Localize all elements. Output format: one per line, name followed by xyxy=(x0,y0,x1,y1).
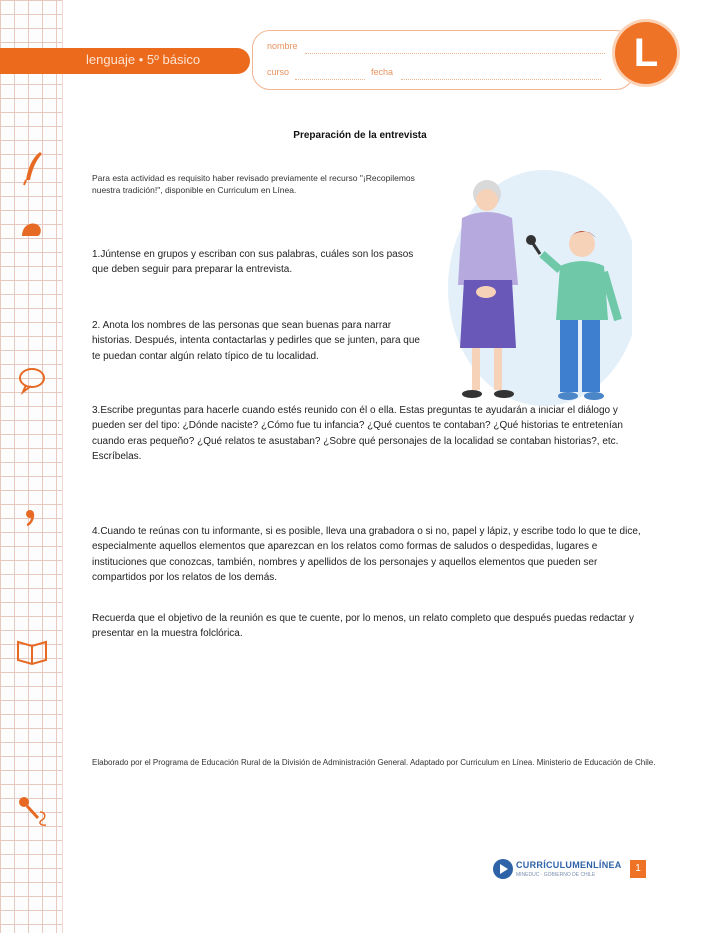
date-field[interactable] xyxy=(401,79,601,80)
instruction-2: 2. Anota los nombres de las personas que sean buenas para narrar historias. Después, intenta contactarlas y pedirles que se junten, para que te puedan contar algún relato típico de tu localidad. xyxy=(92,320,420,362)
shell-icon xyxy=(14,210,50,246)
instruction-4: 4.Cuando te reúnas con tu informante, si es posible, lleva una grabadora o si no, papel y lápiz, y escribe todo lo que te dice, especialmente aquellos elementos que aparezcan en los relatos como formas de saludos o despedidas, lugares e instituciones que conozcas, también, nombres y apellidos de los personajes y aquellos elementos que pueden ser compartidos por los relatos de los demás. xyxy=(92,526,641,583)
interview-illustration xyxy=(432,170,632,420)
credits-text: Elaborado por el Programa de Educación Rural de la División de Administración General. Adaptado por Curriculum en Línea. Ministerio de Educación de Chile. xyxy=(92,758,656,767)
book-icon xyxy=(14,632,50,668)
quill-icon xyxy=(14,150,50,186)
logo-text: CURRÍCULUMENLÍNEA xyxy=(516,860,622,870)
intro-text: Para esta actividad es requisito haber revisado previamente el recurso "¡Recopilemos nuestra tradición!", disponible en Curriculum en Línea. xyxy=(92,173,415,195)
page-number: 1 xyxy=(630,860,646,878)
instruction-1: 1.Júntense en grupos y escriban con sus palabras, cuáles son los pasos que deben seguir para preparar la entrevista. xyxy=(92,249,414,276)
course-field[interactable] xyxy=(295,79,365,80)
reminder-text: Recuerda que el objetivo de la reunión es que te cuente, por lo menos, un relato completo que después puedas redactar y presentar en la muestra folclórica. xyxy=(92,613,635,640)
name-field[interactable] xyxy=(305,53,605,54)
instruction-3: 3.Escribe preguntas para hacerle cuando estés reunido con él o ella. Estas preguntas te ayudarán a iniciar el diálogo y pueden ser del tipo: ¿Dónde naciste? ¿Cómo fue tu infancia? ¿Qué cuentos te contaban? ¿Qué historias te entretenían cuando eras pequeño? ¿Qué relatos te asustaban? ¿Sobre qué personajes de la localidad se contaban historias?, etc. Escríbelas. xyxy=(92,405,623,462)
student-info-box xyxy=(252,30,634,90)
page-title: Preparación de la entrevista xyxy=(293,130,427,141)
speech-bubble-icon xyxy=(14,362,50,398)
subject-badge: L xyxy=(615,22,677,84)
microphone-icon xyxy=(14,792,50,828)
logo-subtitle: MINEDUC · GOBIERNO DE CHILE xyxy=(516,872,596,878)
comma-icon xyxy=(14,500,50,536)
subject-label: lenguaje • 5º básico xyxy=(86,52,201,67)
course-label: curso xyxy=(267,67,290,77)
name-label: nombre xyxy=(267,41,298,51)
date-label: fecha xyxy=(371,67,394,77)
